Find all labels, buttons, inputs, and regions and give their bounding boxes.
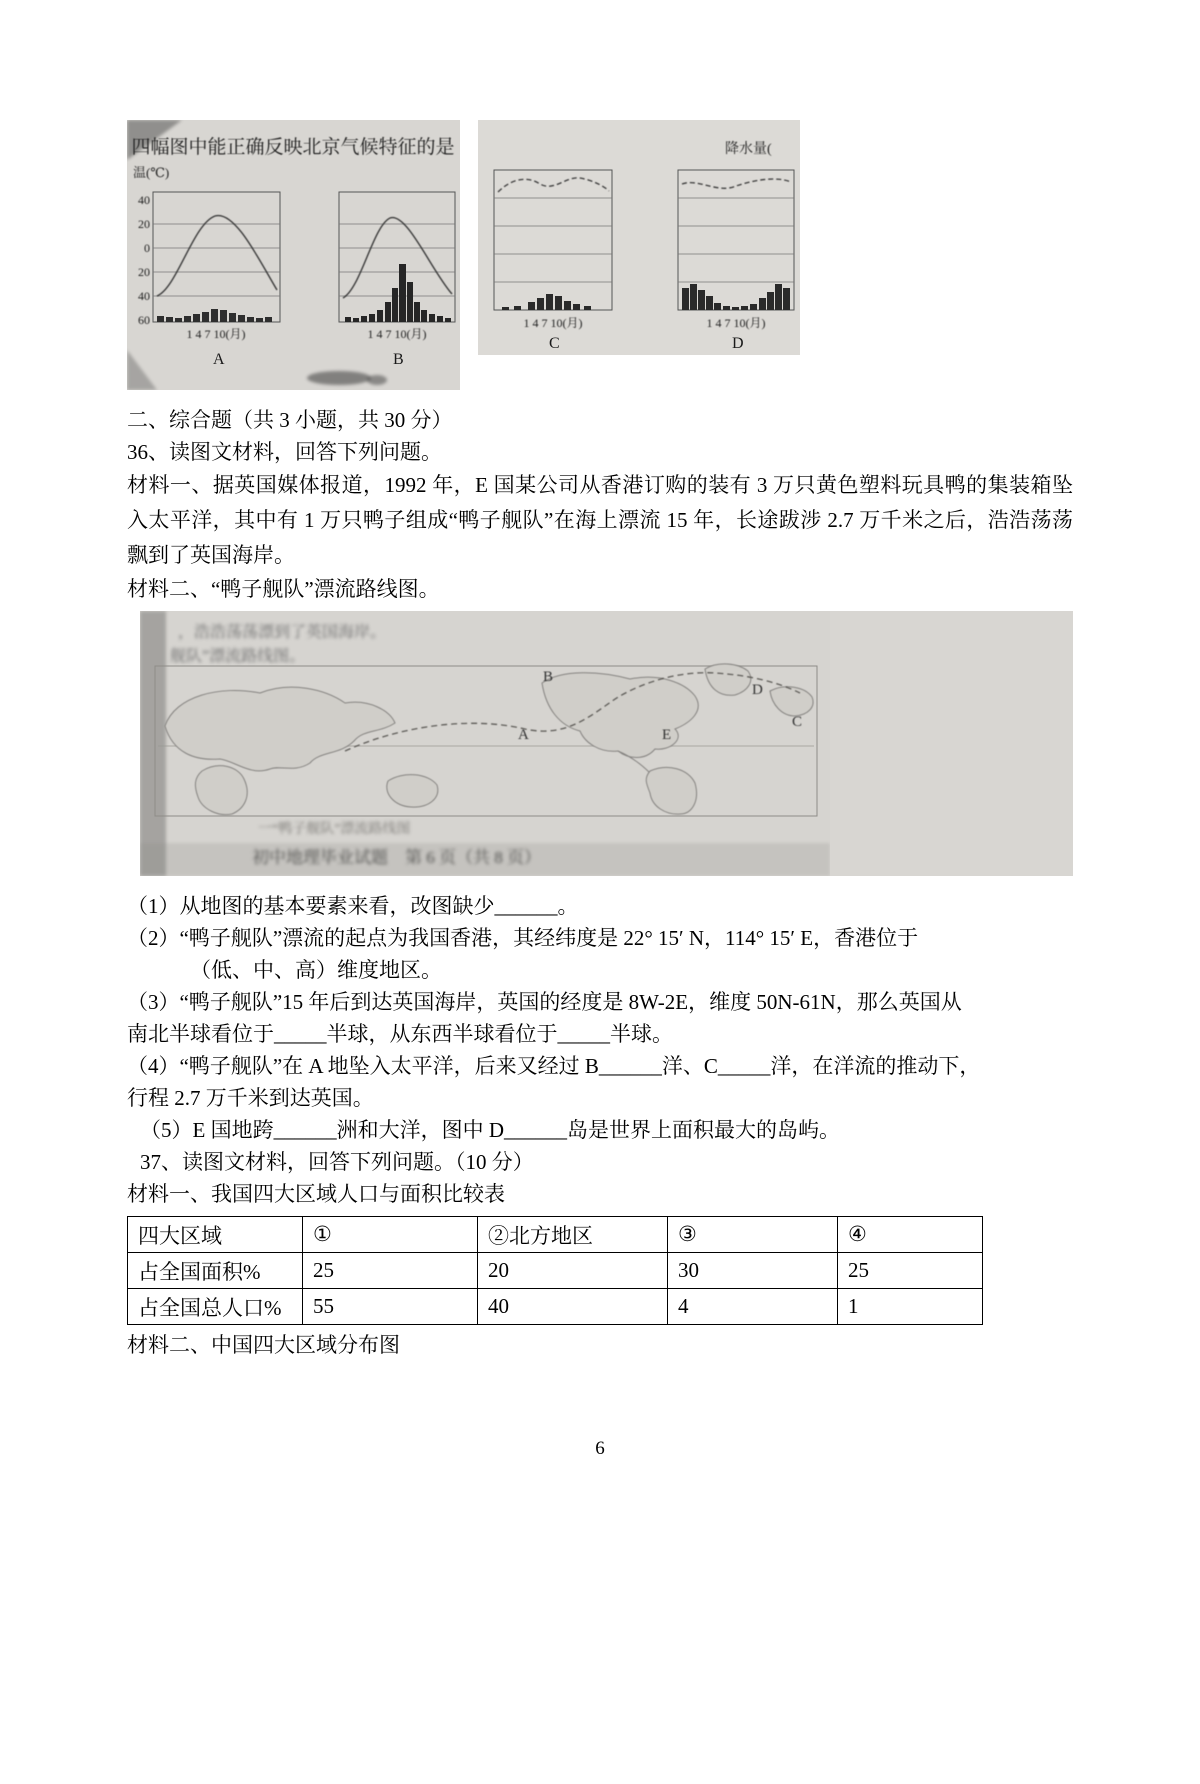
- x-axis-label: 1 4 7 10(月): [367, 327, 427, 341]
- q36-sub5: （5）E 国地跨______洲和大洋，图中 D______岛是世界上面积最大的岛屿。: [140, 1118, 840, 1142]
- table-cell: 30: [668, 1253, 838, 1289]
- row-label-cell: 占全国总人口%: [128, 1289, 303, 1325]
- climate-charts-cd: [478, 120, 800, 355]
- table-header-cell: ④: [838, 1217, 983, 1253]
- map-footer-text: 初中地理毕业试题 第 6 页（共 8 页）: [252, 848, 541, 867]
- table-header-cell: ①: [303, 1217, 478, 1253]
- climate-scan-right: [478, 120, 800, 355]
- table-cell: 20: [478, 1253, 668, 1289]
- q36-sub2-l2: （低、中、高）维度地区。: [190, 958, 442, 982]
- row-label-cell: 占全国面积%: [128, 1253, 303, 1289]
- scan-smudge: [367, 375, 387, 385]
- drift-route-map: [140, 611, 830, 876]
- table-row: [128, 1289, 983, 1325]
- map-letter-b: B: [543, 669, 554, 685]
- y-tick: 0: [144, 241, 150, 255]
- y-tick: 20: [138, 217, 150, 231]
- q36-sub1: （1）从地图的基本要素来看，改图缺少______。: [127, 894, 579, 918]
- q36-sub4-l2: 行程 2.7 万千米到达英国。: [127, 1086, 374, 1110]
- x-axis-label: 1 4 7 10(月): [186, 327, 246, 341]
- map-letter-d: D: [752, 682, 763, 698]
- y-tick: 40: [138, 289, 150, 303]
- q37-material1: 材料一、我国四大区域人口与面积比较表: [127, 1182, 505, 1206]
- page-number: 6: [595, 1438, 605, 1459]
- scan-question-text: 四幅图中能正确反映北京气候特征的是: [131, 137, 455, 158]
- map-blur-text-1: ，浩浩荡荡漂到了英国海岸。: [178, 624, 387, 641]
- scan-background: [127, 120, 460, 390]
- climate-scan-row: [127, 120, 1073, 390]
- table-header-row: [128, 1217, 983, 1253]
- climate-scan-left: [127, 120, 460, 390]
- drift-route-map-scan: [140, 611, 1073, 876]
- y-tick: 20: [138, 265, 150, 279]
- q36-sub3-l1: （3）“鸭子舰队”15 年后到达英国海岸，英国的经度是 8W-2E，维度 50N-61N，那么英国从: [127, 990, 962, 1014]
- chart-letter-d: D: [732, 335, 744, 352]
- map-letter-e: E: [662, 727, 672, 743]
- map-letter-a: A: [518, 727, 529, 743]
- chart-letter-a: A: [213, 351, 225, 368]
- table-header-cell: ③: [668, 1217, 838, 1253]
- x-axis-label: 1 4 7 10(月): [706, 316, 766, 330]
- table-cell: 25: [303, 1253, 478, 1289]
- table-cell: 4: [668, 1289, 838, 1325]
- table-header-cell: 四大区域: [128, 1217, 303, 1253]
- table-cell: 1: [838, 1289, 983, 1325]
- table-header-cell: ②北方地区: [478, 1217, 668, 1253]
- region-comparison-table: [127, 1216, 983, 1325]
- scan-smudge: [307, 371, 371, 385]
- map-caption: 一“鸭子舰队”漂流路线图: [258, 822, 411, 837]
- table-cell: 55: [303, 1289, 478, 1325]
- map-letter-c: C: [792, 714, 803, 730]
- x-axis-label: 1 4 7 10(月): [523, 316, 583, 330]
- q36-sub2-l1: （2）“鸭子舰队”漂流的起点为我国香港，其经纬度是 22° 15′ N，114° 15′ E，香港位于: [127, 926, 919, 950]
- q36-sub4-l1: （4）“鸭子舰队”在 A 地坠入太平洋，后来又经过 B______洋、C_____洋，在洋流的推动下，: [127, 1054, 981, 1078]
- q36-material2: 材料二、“鸭子舰队”漂流路线图。: [127, 577, 440, 601]
- table-row: [128, 1253, 983, 1289]
- y-tick: 40: [138, 193, 150, 207]
- q36-material1: 材料一、据英国媒体报道，1992 年，E 国某公司从香港订购的装有 3 万只黄色塑料玩具鸭的集装箱坠入太平洋，其中有 1 万只鸭子组成“鸭子舰队”在海上漂流 15 年，长途跋涉 2.7 万千米之后，浩浩荡荡飘到了英国海岸。: [127, 473, 1073, 567]
- precip-axis-label: 降水量(: [725, 142, 772, 157]
- climate-charts-ab: [127, 120, 460, 390]
- chart-letter-b: B: [393, 351, 404, 368]
- y-tick: 60: [138, 313, 150, 327]
- photo-edge-shadow: [140, 611, 166, 876]
- map-blur-text-2: 舰队”漂流路线图。: [170, 648, 306, 665]
- section-heading: 二、综合题（共 3 小题，共 30 分）: [127, 408, 453, 432]
- chart-letter-c: C: [549, 335, 560, 352]
- q36-sub3-l2: 南北半球看位于_____半球，从东西半球看位于_____半球。: [127, 1022, 673, 1046]
- q37-material2: 材料二、中国四大区域分布图: [127, 1333, 400, 1357]
- q36-intro: 36、读图文材料，回答下列问题。: [127, 440, 442, 464]
- temp-axis-label: 温(℃): [133, 165, 170, 180]
- q37-intro: 37、读图文材料，回答下列问题。（10 分）: [140, 1150, 534, 1174]
- table-cell: 25: [838, 1253, 983, 1289]
- table-cell: 40: [478, 1289, 668, 1325]
